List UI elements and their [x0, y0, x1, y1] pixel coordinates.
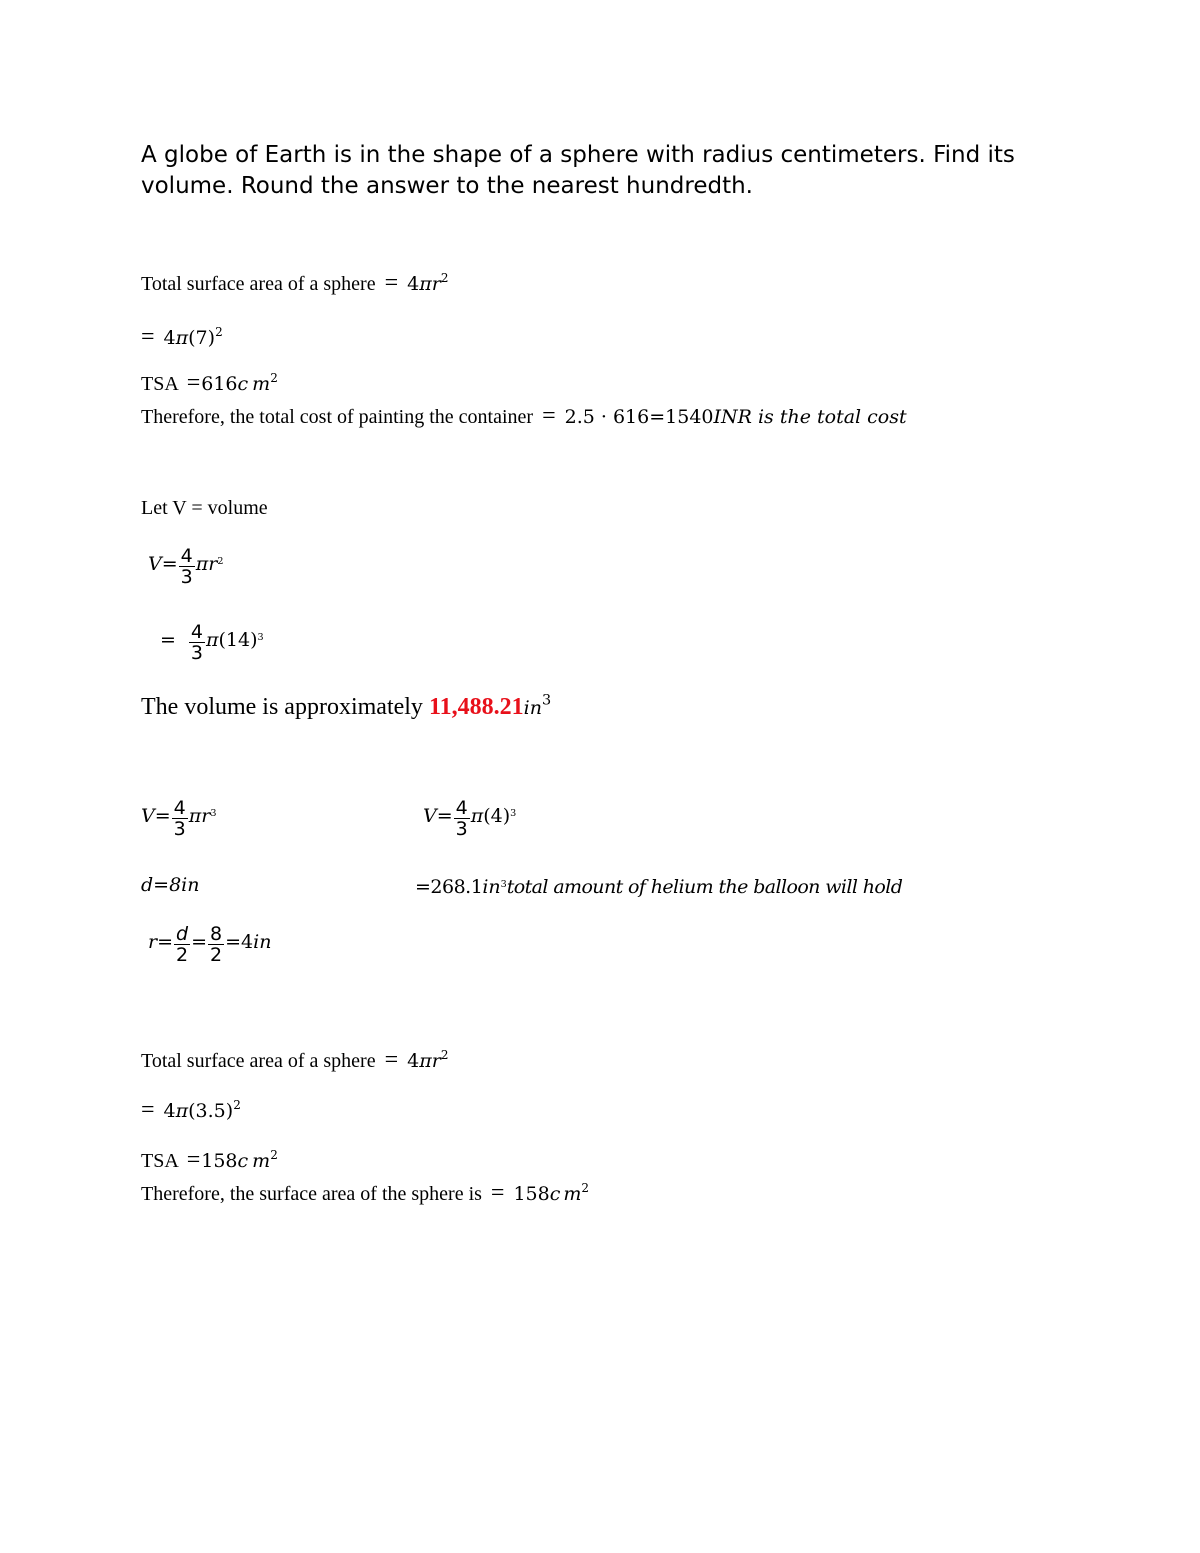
cost-expression: 2.5 · 616=1540 — [564, 406, 714, 428]
fraction-four-thirds — [189, 622, 205, 663]
final-unit-m: m — [563, 1183, 582, 1205]
radius-value: (4) — [483, 805, 511, 828]
numerator: d — [174, 924, 190, 945]
equals-sign: = — [157, 931, 174, 954]
equals-sign: = — [154, 805, 171, 828]
cost-label: Therefore, the total cost of painting the container — [141, 406, 534, 428]
pi-symbol: π — [175, 327, 189, 349]
volume-formula-line — [148, 546, 223, 587]
pi-symbol: π — [206, 629, 219, 652]
radius-value: (7) — [188, 327, 216, 349]
denominator: 2 — [210, 944, 223, 966]
approx-unit: in — [523, 697, 542, 719]
unit-c: c — [237, 1150, 249, 1172]
problem-line-2: volume. Round the answer to the nearest hundredth. — [141, 173, 753, 199]
exponent: 3 — [210, 807, 217, 819]
denominator: 2 — [176, 944, 189, 966]
tsa-substitution-line-2 — [141, 1097, 241, 1124]
equals-sign: = — [186, 370, 201, 396]
unit-c: c — [237, 373, 249, 395]
approx-text: The volume is approximately — [141, 694, 423, 720]
cost-unit: INR is the total cost — [713, 406, 907, 428]
numerator: 4 — [455, 797, 468, 819]
radius-variable: r — [201, 805, 211, 828]
final-unit-exponent: 2 — [581, 1181, 590, 1196]
final-label: Therefore, the surface area of the sphere is — [141, 1183, 482, 1205]
pi-symbol: π — [175, 1100, 189, 1122]
equals-sign: = — [384, 1047, 399, 1073]
radius-unit: in — [253, 931, 272, 954]
tsa-formula-line — [141, 270, 448, 297]
pi-symbol: π — [470, 805, 484, 828]
radius-result: =4 — [225, 931, 254, 954]
formula-coefficient: 4 — [407, 273, 420, 295]
tsa-formula-line-2 — [141, 1047, 448, 1074]
coefficient: 4 — [163, 1100, 176, 1122]
radius-value: (3.5) — [188, 1100, 234, 1122]
equals-sign: = — [490, 1180, 505, 1206]
denominator: 3 — [173, 818, 186, 840]
numerator: 4 — [173, 797, 186, 819]
approx-value: 11,488.21 — [428, 694, 524, 720]
diameter-unit: in — [181, 874, 200, 896]
pi-symbol: π — [419, 273, 432, 295]
tsa-value: 616 — [201, 373, 238, 395]
pi-symbol: π — [188, 805, 202, 828]
equals-sign: = — [161, 553, 178, 576]
exponent: 3 — [510, 807, 517, 819]
coefficient: 4 — [163, 327, 176, 349]
tsa-abbr: TSA — [141, 1150, 178, 1172]
fraction-four-thirds — [454, 798, 470, 839]
exponent: 2 — [215, 325, 223, 340]
final-area-line — [141, 1180, 589, 1207]
problem-line-1: A globe of Earth is in the shape of a sphere with radius centimeters. Find its — [141, 142, 1015, 168]
volume-variable: V — [148, 553, 162, 576]
equals-sign: = — [384, 270, 399, 296]
volume-variable: V — [141, 805, 155, 828]
unit-exponent: 2 — [270, 371, 278, 386]
exponent: 2 — [440, 1048, 449, 1063]
equals-sign: = — [141, 1097, 155, 1123]
helium-text: total amount of helium the balloon will hold — [506, 876, 903, 898]
fraction-d-over-2 — [174, 924, 190, 965]
exponent: 2 — [217, 555, 224, 567]
equals-sign: = — [160, 629, 176, 652]
volume-approx-line — [141, 694, 551, 721]
tsa-substitution-line — [141, 324, 223, 351]
radius-variable: r — [431, 273, 441, 295]
pi-symbol: π — [419, 1050, 432, 1072]
unit-m: m — [252, 1150, 271, 1172]
tsa-value: 158 — [201, 1150, 238, 1172]
equals-sign: = — [186, 1147, 201, 1173]
diameter-expression: d=8 — [141, 874, 182, 896]
volume-variable: V — [423, 805, 437, 828]
formula-coefficient: 4 — [407, 1050, 420, 1072]
tsa-abbr: TSA — [141, 373, 178, 395]
unit-m: m — [252, 373, 271, 395]
balloon-volume-substitution — [423, 798, 516, 839]
radius-variable: r — [148, 931, 158, 954]
numerator: 4 — [180, 545, 193, 567]
balloon-volume-formula — [141, 798, 216, 839]
helium-value: =268.1 — [415, 876, 483, 898]
tsa-result-line-2 — [141, 1147, 278, 1174]
radius-value: (14) — [218, 629, 258, 652]
tsa-result-line — [141, 370, 278, 397]
final-value: 158 — [513, 1183, 550, 1205]
equals-sign: = — [542, 403, 556, 429]
denominator: 3 — [180, 566, 193, 588]
pi-symbol: π — [195, 553, 209, 576]
radius-line — [148, 924, 271, 965]
let-v-line: Let V = volume — [141, 497, 268, 519]
numerator: 4 — [190, 621, 204, 643]
exponent: 2 — [440, 271, 449, 286]
equals-sign: = — [141, 324, 155, 350]
radius-variable: r — [208, 553, 218, 576]
volume-substitution-line — [160, 622, 264, 663]
tsa-label: Total surface area of a sphere — [141, 273, 376, 295]
equals-sign: = — [436, 805, 453, 828]
fraction-8-over-2 — [208, 924, 224, 965]
approx-exponent: 3 — [541, 692, 552, 709]
tsa-label: Total surface area of a sphere — [141, 1050, 376, 1072]
denominator: 3 — [455, 818, 468, 840]
numerator: 8 — [210, 923, 223, 945]
radius-variable: r — [431, 1050, 441, 1072]
denominator: 3 — [190, 642, 204, 664]
unit-exponent: 2 — [270, 1148, 278, 1163]
exponent: 2 — [233, 1098, 241, 1113]
helium-unit: in — [482, 876, 501, 898]
fraction-four-thirds — [179, 546, 195, 587]
diameter-line — [141, 874, 200, 896]
fraction-four-thirds — [172, 798, 188, 839]
final-unit-c: c — [549, 1183, 561, 1205]
equals-sign: = — [191, 931, 208, 954]
helium-result-line — [415, 876, 902, 898]
helium-exponent: 3 — [500, 878, 507, 890]
cost-line — [141, 403, 907, 430]
exponent: 3 — [257, 631, 264, 643]
